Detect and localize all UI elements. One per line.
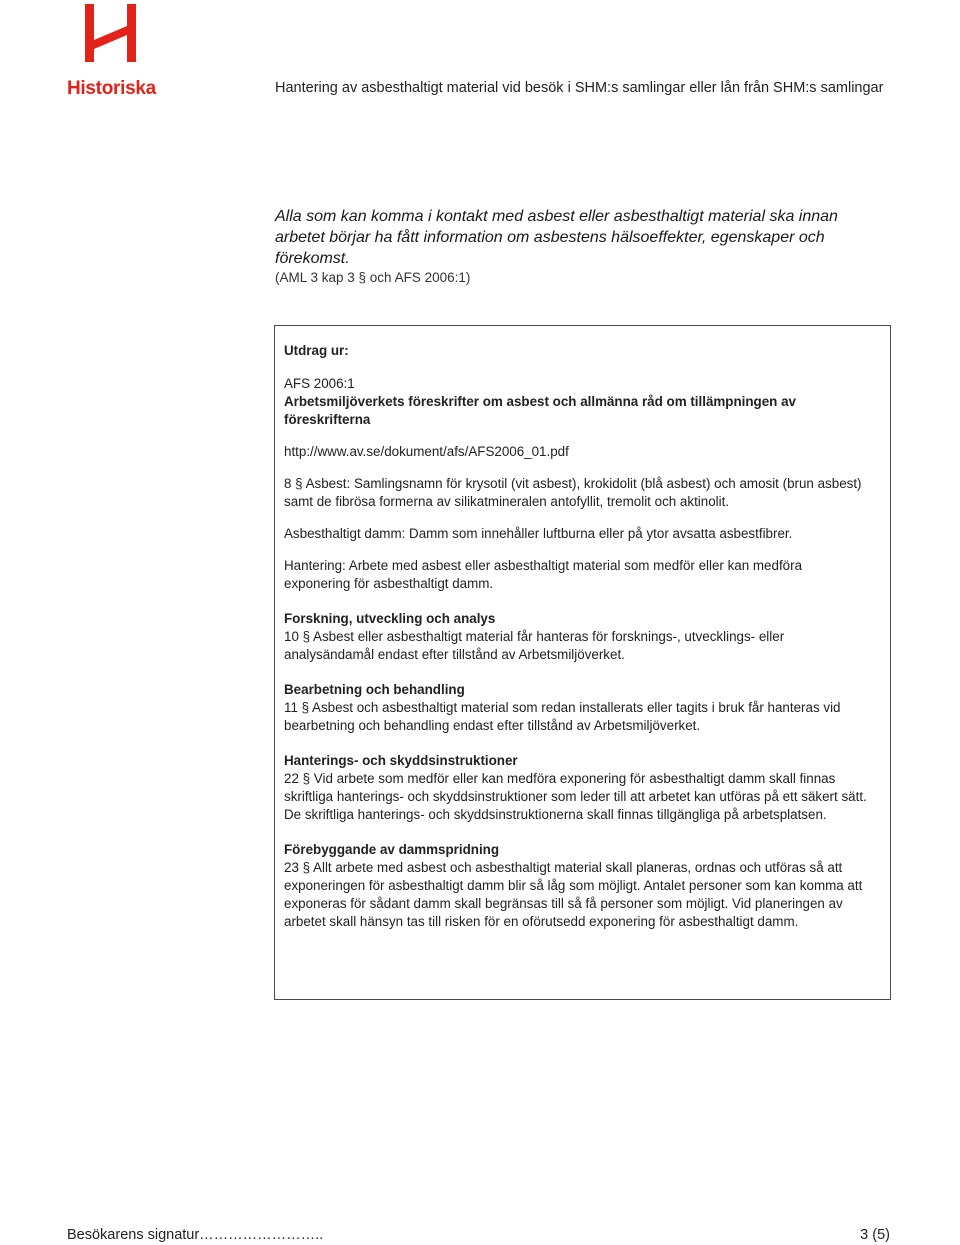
definition-handling: Hantering: Arbete med asbest eller asbesthaltigt material som medför eller kan medföra exponering för asbesthaltigt damm. xyxy=(284,558,803,591)
regulation-excerpt-box xyxy=(274,325,891,1000)
intro-reference: (AML 3 kap 3 § och AFS 2006:1) xyxy=(275,270,471,285)
page-number: 3 (5) xyxy=(860,1227,890,1243)
section-body: 10 § Asbest eller asbesthaltigt material får hanteras för forsknings-, utvecklings- eller analysändamål endast efter tillstånd av Arbetsmiljöverket. xyxy=(284,629,785,662)
excerpt-label: Utdrag ur: xyxy=(284,343,349,358)
section-body: 23 § Allt arbete med asbest och asbesthaltigt material skall planeras, ordnas och utföras så att exponeringen för asbesthaltigt damm blir så låg som möjligt. Antalet personer som kan komma att exponeras för sådant damm skall begränsas till så få personer som möjligt. Vid planeringen av arbetet skall hänsyn tas till risken för en oförutsedd exponering för asbesthaltigt damm. xyxy=(284,860,863,929)
section-heading: Hanterings- och skyddsinstruktioner xyxy=(284,753,518,768)
definition-dust: Asbesthaltigt damm: Damm som innehåller luftburna eller på ytor avsatta asbestfibrer. xyxy=(284,526,793,541)
regulation-code: AFS 2006:1 xyxy=(284,376,355,391)
historiska-logo xyxy=(67,2,163,98)
regulation-url[interactable]: http://www.av.se/dokument/afs/AFS2006_01.pdf xyxy=(284,444,569,459)
intro-text: Alla som kan komma i kontakt med asbest eller asbesthaltigt material ska innan arbetet börjar ha fått information om asbestens hälsoeffekter, egenskaper och förekomst. xyxy=(275,208,838,267)
regulation-title: Arbetsmiljöverkets föreskrifter om asbest och allmänna råd om tillämpningen av föreskrifterna xyxy=(284,394,796,427)
document-title: Hantering av asbesthaltigt material vid besök i SHM:s samlingar eller lån från SHM:s samlingar xyxy=(275,80,884,96)
section-heading: Bearbetning och behandling xyxy=(284,682,465,697)
section-body: 11 § Asbest och asbesthaltigt material som redan installerats eller tagits i bruk får hanteras vid bearbetning och behandling endast efter tillstånd av Arbetsmiljöverket. xyxy=(284,700,841,733)
visitor-signature-line: Besökarens signatur…………………….. xyxy=(67,1227,324,1243)
section-body: 22 § Vid arbete som medför eller kan medföra exponering för asbesthaltigt damm skall finnas skriftliga hanterings- och skyddsinstruktioner som leder till att arbetet kan utföras på ett säkert sätt. De skriftliga hanterings- och skyddsinstruktionerna skall finnas tillgängliga på arbetsplatsen. xyxy=(284,771,867,822)
intro-statement xyxy=(275,206,865,269)
logo-text: Historiska xyxy=(67,78,156,99)
historiska-h-logo-icon xyxy=(81,2,143,66)
section-heading: Forskning, utveckling och analys xyxy=(284,611,496,626)
section-heading: Förebyggande av dammspridning xyxy=(284,842,500,857)
paragraph-8: 8 § Asbest: Samlingsnamn för krysotil (vit asbest), krokidolit (blå asbest) och amosit (brun asbest) samt de fibrösa formerna av silikatmineralen antofyllit, tremolit och aktinolit. xyxy=(284,476,862,509)
